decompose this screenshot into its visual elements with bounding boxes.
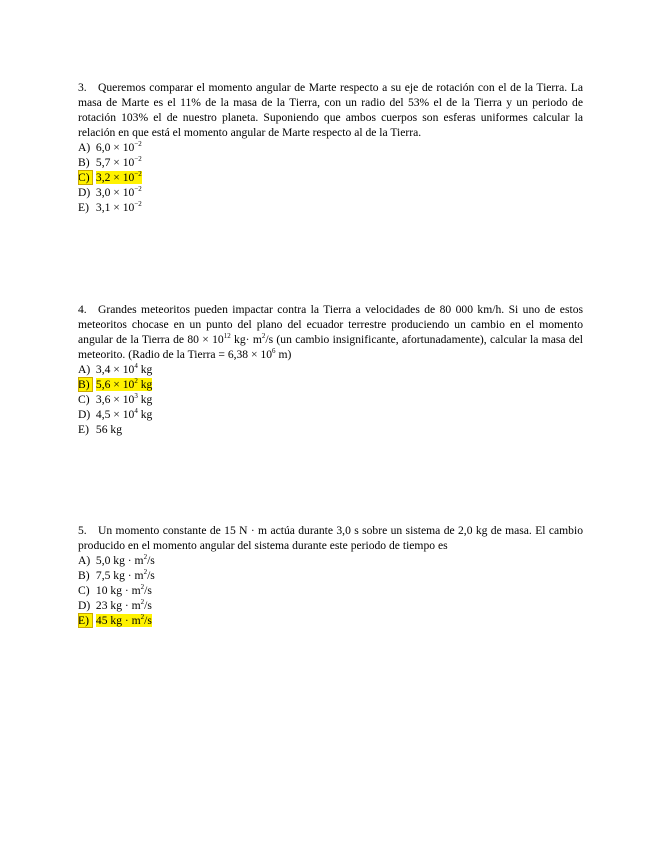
option-a[interactable] — [78, 553, 583, 568]
option-exponent: 4 — [134, 407, 138, 415]
option-letter: A) — [78, 141, 91, 154]
option-base: 4,5 × 10 — [95, 408, 135, 421]
option-letter: C) — [78, 393, 90, 406]
option-value — [96, 393, 152, 406]
option-letter: A) — [78, 554, 91, 567]
option-d[interactable] — [78, 185, 583, 200]
option-exponent: 4 — [134, 362, 138, 370]
option-base: 56 kg — [95, 423, 122, 436]
option-letter: C) — [78, 584, 90, 597]
option-value — [96, 141, 142, 154]
option-c[interactable] — [78, 170, 583, 185]
option-base: 5,0 kg · m — [95, 554, 144, 567]
option-unit: /s — [147, 569, 155, 582]
option-exponent: 2 — [140, 598, 145, 606]
option-letter: C) — [78, 170, 93, 185]
option-letter: E) — [78, 201, 89, 214]
option-base: 3,0 × 10 — [95, 186, 135, 199]
option-a[interactable] — [78, 362, 583, 377]
option-value — [96, 599, 152, 612]
exponent: 2 — [261, 332, 266, 340]
option-a[interactable] — [78, 140, 583, 155]
question-number: 5. — [78, 524, 87, 537]
option-base: 5,7 × 10 — [95, 156, 135, 169]
options-list — [78, 362, 583, 437]
options-list — [78, 553, 583, 628]
question-text-part: kg· m — [230, 333, 262, 346]
option-base: 10 kg · m — [95, 584, 141, 597]
option-base: 3,1 × 10 — [95, 201, 135, 214]
option-exponent: 2 — [143, 553, 148, 561]
question-text: Un momento constante de 15 N · m actúa durante 3,0 s sobre un sistema de 2,0 kg de masa. El cambio producido en el momento angular del sistema durante este periodo de tiempo es — [78, 524, 583, 552]
option-letter: E) — [78, 613, 93, 628]
option-unit: /s — [147, 554, 155, 567]
question-text: Queremos comparar el momento angular de Marte respecto a su eje de rotación con el de la Tierra. La masa de Marte es el 11% de la masa de la Tierra, con un radio del 53% el de la Tierra y un periodo de rotación 103% el de nuestro planeta. Suponiendo que ambos cuerpos son esferas uniformes calcular la relación en que está el momento angular de Marte respecto al de la Tierra. — [78, 81, 583, 139]
option-unit: kg — [137, 408, 153, 421]
option-letter: D) — [78, 599, 91, 612]
option-exponent: 2 — [143, 568, 148, 576]
option-e[interactable] — [78, 422, 583, 437]
option-unit: /s — [144, 584, 152, 597]
option-unit: kg — [137, 378, 153, 391]
option-unit: kg — [137, 363, 153, 376]
option-value — [96, 378, 152, 391]
question-4 — [78, 302, 583, 437]
question-3-stem — [78, 80, 583, 140]
question-text-part: /s (un cambio insignificante, afortunadamente), calcular la masa del meteorito. (Radio de la Tierra = 6,38 × 10 — [78, 333, 583, 361]
question-number: 3. — [78, 81, 87, 94]
option-exponent: 2 — [134, 377, 138, 385]
options-list — [78, 140, 583, 215]
option-b[interactable] — [78, 155, 583, 170]
option-value — [96, 156, 142, 169]
option-value — [96, 171, 142, 184]
option-value — [96, 554, 155, 567]
option-base: 7,5 kg · m — [95, 569, 144, 582]
option-base: 23 kg · m — [95, 599, 141, 612]
option-base: 6,0 × 10 — [95, 141, 135, 154]
option-value — [96, 569, 155, 582]
option-unit: /s — [144, 599, 152, 612]
question-3 — [78, 80, 583, 215]
option-exponent: 3 — [134, 392, 138, 400]
option-value — [96, 363, 152, 376]
option-value — [96, 408, 152, 421]
option-exponent: 2 — [140, 583, 145, 591]
option-value — [96, 186, 142, 199]
question-text-part: Grandes meteoritos pueden impactar contra la Tierra a velocidades de 80 000 km/h. Si uno de estos meteoritos chocase en un punto del plano del ecuador terrestre produciendo un cambio en el momento angular de la Tierra de 80 × 10 — [78, 303, 583, 346]
option-letter: B) — [78, 156, 90, 169]
option-c[interactable] — [78, 583, 583, 598]
option-value — [96, 584, 152, 597]
exponent: 12 — [223, 332, 231, 340]
option-letter: D) — [78, 186, 91, 199]
option-letter: B) — [78, 569, 90, 582]
option-value — [96, 614, 152, 627]
option-exponent: −2 — [134, 155, 142, 163]
question-5-stem — [78, 523, 583, 553]
option-unit: kg — [137, 393, 153, 406]
option-base: 3,6 × 10 — [95, 393, 135, 406]
option-e[interactable] — [78, 200, 583, 215]
option-base: 45 kg · m — [95, 614, 141, 627]
option-b[interactable] — [78, 568, 583, 583]
question-text-part: m) — [275, 348, 292, 361]
option-e[interactable] — [78, 613, 583, 628]
option-letter: D) — [78, 408, 91, 421]
option-exponent: −2 — [134, 140, 142, 148]
option-base: 3,4 × 10 — [95, 363, 135, 376]
option-d[interactable] — [78, 407, 583, 422]
option-value — [96, 423, 122, 436]
question-5 — [78, 523, 583, 628]
exponent: 6 — [272, 347, 276, 355]
option-unit: /s — [144, 614, 152, 627]
question-number: 4. — [78, 303, 87, 316]
option-letter: A) — [78, 363, 91, 376]
option-exponent: −2 — [134, 200, 142, 208]
option-letter: B) — [78, 377, 93, 392]
option-exponent: −2 — [134, 170, 142, 178]
option-exponent: 2 — [140, 613, 145, 621]
option-d[interactable] — [78, 598, 583, 613]
option-base: 5,6 × 10 — [95, 378, 135, 391]
question-4-stem — [78, 302, 583, 362]
option-base: 3,2 × 10 — [95, 171, 135, 184]
option-letter: E) — [78, 423, 89, 436]
option-value — [96, 201, 142, 214]
option-exponent: −2 — [134, 185, 142, 193]
option-c[interactable] — [78, 392, 583, 407]
option-b[interactable] — [78, 377, 583, 392]
